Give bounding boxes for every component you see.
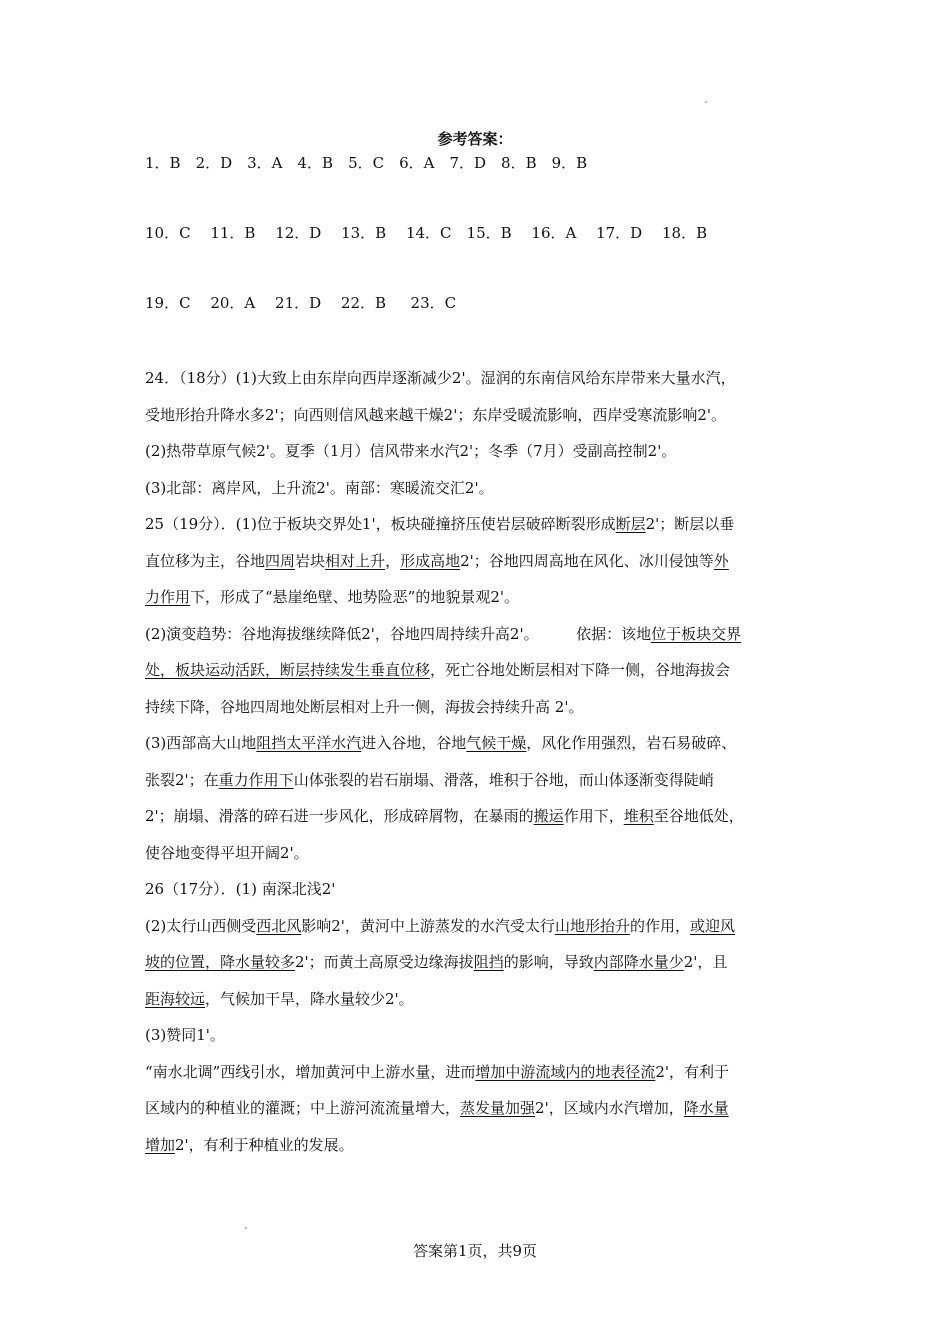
- text: 2'；谷地四周高地在风化、冰川侵蚀等: [460, 551, 714, 570]
- text: ，风化作用强烈，岩石易破碎、: [526, 734, 737, 752]
- text: 的影响，导致: [503, 953, 594, 971]
- underlined-key-point: 重力作用下: [218, 770, 294, 789]
- underlined-key-point: 力作用: [145, 588, 191, 606]
- text: 2'；而黄土高原受边缘海拔: [295, 953, 474, 971]
- text: 进入谷地，谷地: [361, 734, 467, 752]
- answer-title: 参考答案：: [437, 130, 513, 148]
- text: 2'；断层以垂: [645, 515, 735, 533]
- text: 2'；崩塌、滑落的碎石进一步风化，形成碎屑物，在暴雨的: [145, 807, 534, 825]
- text: 2'，有利于种植业的发展。: [175, 1135, 354, 1154]
- underlined-key-point: 增加中游流域内的地表径流: [475, 1062, 656, 1081]
- q25-line: [145, 725, 810, 762]
- mc-answers-row-1: 1．B 2．D 3．A 4．B 5．C 6．A 7．D 8．B 9．B: [145, 154, 588, 172]
- q26-line: [145, 1127, 810, 1164]
- text: 直位移为主，谷地: [145, 551, 266, 570]
- q26-line: 26（17分）．(1) 南深北浅2': [145, 880, 336, 898]
- text: 影响2'，黄河中上游蒸发的水汽受太行: [301, 916, 555, 935]
- underlined-key-point: 内部降水量少: [593, 953, 684, 971]
- underlined-key-point: 山地形抬升: [554, 916, 630, 935]
- text: 作用下，: [563, 807, 624, 825]
- underlined-key-point: 位于板块交界: [651, 624, 742, 643]
- underlined-key-point: 西北风: [256, 916, 302, 935]
- text: 区域内的种植业的灌溉；中上游河流流量增大，: [145, 1099, 461, 1117]
- scan-mark: [705, 101, 707, 103]
- q24-line: 受地形抬升降水多2'；向西则信风越来越干燥2'；东岸受暖流影响，西岸受寒流影响2'。: [145, 405, 727, 424]
- underlined-key-point: 堆积: [623, 807, 654, 825]
- mc-answers-row-3: 19．C 20．A 21．D 22．B 23．C: [145, 294, 457, 312]
- text: 岩块: [295, 551, 326, 570]
- text: 2'，有利于: [655, 1062, 730, 1081]
- underlined-key-point: 相对上升: [325, 551, 386, 570]
- answer-body: [145, 360, 810, 1163]
- q25-line: [145, 762, 810, 799]
- q25-line: [145, 652, 810, 689]
- q25-line: 使谷地变得平坦开阔2'。: [145, 843, 309, 862]
- q26-line: [145, 1090, 810, 1127]
- underlined-key-point: 阻挡太平洋水汽: [256, 734, 362, 752]
- text: 2'，且: [683, 953, 728, 971]
- q25-line: [145, 543, 810, 580]
- underlined-key-point: 四周: [265, 551, 296, 570]
- q24-line: 24．（18分）(1)大致上由东岸向西岸逐渐减少2'。湿润的东南信风给东岸带来大量水汽，: [145, 369, 736, 387]
- text: ，气候加干旱，降水量较少2'。: [205, 989, 414, 1008]
- mc-answers-row-2: 10．C 11．B 12．D 13．B 14．C 15．B 16．A 17．D 18．B: [145, 224, 708, 242]
- text: 至谷地低处，: [653, 807, 744, 825]
- underlined-key-point: 阻挡: [473, 953, 504, 971]
- q25-line: [145, 506, 810, 543]
- text: (2)太行山西侧受: [145, 916, 257, 935]
- q25-line: [145, 616, 810, 653]
- underlined-key-point: 气候干燥: [466, 734, 527, 752]
- text: 山体张裂的岩石崩塌、滑落，堆积于谷地，而山体逐渐变得陡峭: [293, 770, 714, 789]
- underlined-key-point: 处，板块运动活跃，断层持续发生垂直位移: [145, 661, 431, 679]
- q24-line: (2)热带草原气候2'。夏季（1月）信风带来水汽2'；冬季（7月）受副高控制2'。: [145, 442, 677, 460]
- underlined-key-point: 断层: [615, 515, 646, 533]
- underlined-key-point: 坡的位置，降水量较多: [145, 953, 296, 971]
- page-footer: 答案第1页，共9页: [412, 1242, 538, 1260]
- text: (2)演变趋势：谷地海拔继续降低2'，谷地四周持续升高2'。 依据：该地: [145, 624, 652, 643]
- q26-line: [145, 944, 810, 981]
- q26-line: [145, 1054, 810, 1091]
- q24-line: (3)北部：离岸风，上升流2'。南部：寒暖流交汇2'。: [145, 478, 494, 497]
- underlined-key-point: 形成高地: [400, 551, 461, 570]
- q26-line: [145, 908, 810, 945]
- underlined-key-point: 增加: [145, 1135, 176, 1154]
- underlined-key-point: 蒸发量加强: [460, 1099, 536, 1117]
- underlined-key-point: 外: [713, 551, 729, 570]
- text: 张裂2'；在: [145, 770, 219, 789]
- text: “南水北调”西线引水，增加黄河中上游水量，进而: [145, 1062, 476, 1081]
- scan-mark: [245, 1227, 247, 1229]
- text: 下，形成了“悬崖绝壁、地势险恶”的地貌景观2'。: [190, 588, 520, 606]
- text: ，: [385, 551, 401, 570]
- underlined-key-point: 距海较远: [145, 989, 206, 1008]
- underlined-key-point: 降水量: [683, 1099, 729, 1117]
- underlined-key-point: 搬运: [533, 807, 564, 825]
- q25-line: [145, 798, 810, 835]
- text: 2'，区域内水汽增加，: [535, 1099, 684, 1117]
- text: (3)西部高大山地: [145, 734, 257, 752]
- q26-line: [145, 981, 810, 1018]
- text: 25（19分）．(1)位于板块交界处1'，板块碰撞挤压使岩层破碎断裂形成: [145, 515, 616, 533]
- q25-line: [145, 579, 810, 616]
- text: 的作用，: [629, 916, 690, 935]
- text: ，死亡谷地处断层相对下降一侧，谷地海拔会: [430, 661, 731, 679]
- q25-line: 持续下降，谷地四周地处断层相对上升一侧，海拔会持续升高 2'。: [145, 697, 584, 716]
- q26-line: (3)赞同1'。: [145, 1026, 225, 1044]
- underlined-key-point: 或迎风: [689, 916, 735, 935]
